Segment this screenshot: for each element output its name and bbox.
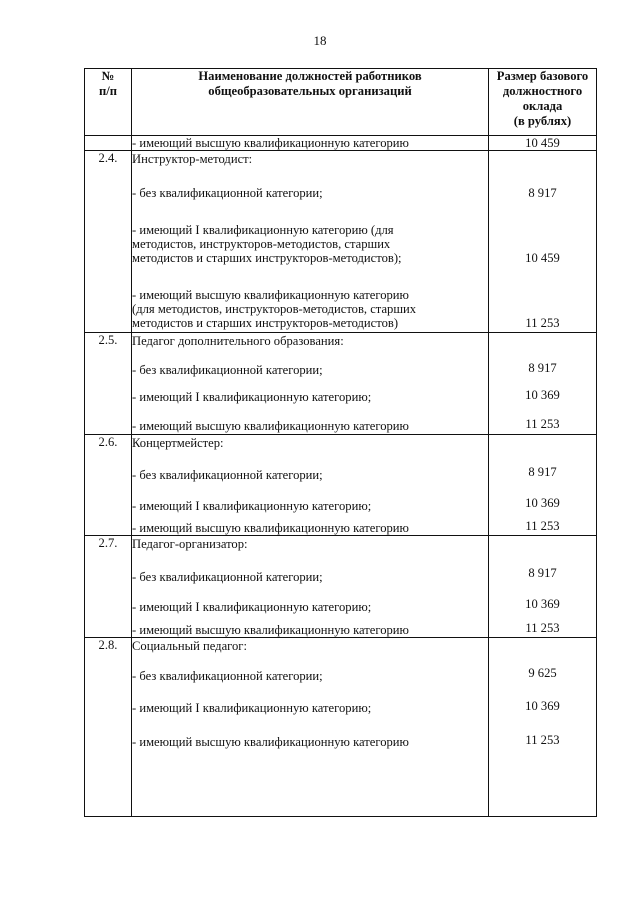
row-number: 2.7. (85, 536, 132, 638)
header-salary-line2: должностного (502, 84, 583, 98)
header-salary-line1: Размер базового (496, 69, 589, 83)
list-item: - без квалификационной категории; (132, 468, 323, 482)
list-item: - имеющий высшую квалификационную категорию (для методистов, инструкторов-методистов, старших методистов и старших инструкторов-методистов) (132, 288, 417, 330)
salary-value: 8 917 (528, 361, 557, 375)
header-salary-line3: оклада (522, 99, 563, 113)
table-row (85, 435, 597, 536)
row-name (132, 333, 489, 435)
table-row (85, 638, 597, 817)
salary-value: 11 253 (525, 519, 560, 533)
section-title: Социальный педагог: (132, 639, 247, 653)
header-salary (489, 69, 597, 136)
section-title: Концертмейстер: (132, 436, 224, 450)
header-position-name-line2: общеобразовательных организаций (208, 84, 412, 98)
section-title: Инструктор-методист: (132, 152, 253, 166)
row-number: 2.6. (85, 435, 132, 536)
list-item: - без квалификационной категории; (132, 669, 323, 683)
row-value (489, 638, 597, 817)
row-name (132, 638, 489, 817)
row-value (489, 151, 597, 333)
row-number: 2.4. (85, 151, 132, 333)
list-item: - имеющий I квалификационную категорию (для методистов, инструкторов-методистов, старших методистов и старших инструкторов-методистов); (132, 223, 402, 265)
row-name: - имеющий высшую квалификационную категорию (132, 136, 489, 151)
salary-value: 10 369 (525, 699, 560, 713)
salary-value: 10 369 (525, 388, 560, 402)
row-value (489, 333, 597, 435)
list-item: - имеющий высшую квалификационную категорию (132, 735, 409, 749)
row-number: 2.5. (85, 333, 132, 435)
list-item: - без квалификационной категории; (132, 570, 323, 584)
salary-table (84, 68, 597, 817)
salary-value: 8 917 (528, 465, 557, 479)
salary-value: 9 625 (528, 666, 557, 680)
table-row (85, 536, 597, 638)
section-title: Педагог-организатор: (132, 537, 248, 551)
salary-value: 10 369 (525, 597, 560, 611)
list-item: - имеющий I квалификационную категорию; (132, 499, 372, 513)
list-item: - без квалификационной категории; (132, 186, 323, 200)
salary-value: 11 253 (525, 417, 560, 431)
header-number (85, 69, 132, 136)
row-name (132, 435, 489, 536)
section-title: Педагог дополнительного образования: (132, 334, 344, 348)
header-position-name (132, 69, 489, 136)
list-item: - имеющий высшую квалификационную категорию (132, 623, 409, 637)
list-item: - имеющий I квалификационную категорию; (132, 600, 372, 614)
salary-value: 8 917 (528, 566, 557, 580)
salary-value: 11 253 (525, 733, 560, 747)
header-number-line1: № (101, 69, 115, 83)
list-item: - имеющий I квалификационную категорию; (132, 390, 372, 404)
header-position-name-line1: Наименование должностей работников (198, 69, 422, 83)
salary-value: 10 459 (525, 251, 560, 265)
row-number: 2.8. (85, 638, 132, 817)
row-value (489, 536, 597, 638)
row-name (132, 151, 489, 333)
salary-value: 8 917 (528, 186, 557, 200)
page-number: 18 (313, 33, 327, 48)
table-row (85, 136, 597, 151)
table-row (85, 333, 597, 435)
list-item: - имеющий I квалификационную категорию; (132, 701, 372, 715)
row-value: 10 459 (489, 136, 597, 151)
row-value (489, 435, 597, 536)
salary-value: 11 253 (525, 621, 560, 635)
table-header-row (85, 69, 597, 136)
list-item: - имеющий высшую квалификационную категорию (132, 419, 409, 433)
salary-value: 11 253 (525, 316, 560, 330)
salary-value: 10 369 (525, 496, 560, 510)
header-salary-line4: (в рублях) (513, 114, 572, 128)
row-name (132, 536, 489, 638)
list-item: - имеющий высшую квалификационную категорию (132, 521, 409, 535)
header-number-line2: п/п (98, 84, 117, 98)
list-item: - без квалификационной категории; (132, 363, 323, 377)
table-row (85, 151, 597, 333)
row-number (85, 136, 132, 151)
